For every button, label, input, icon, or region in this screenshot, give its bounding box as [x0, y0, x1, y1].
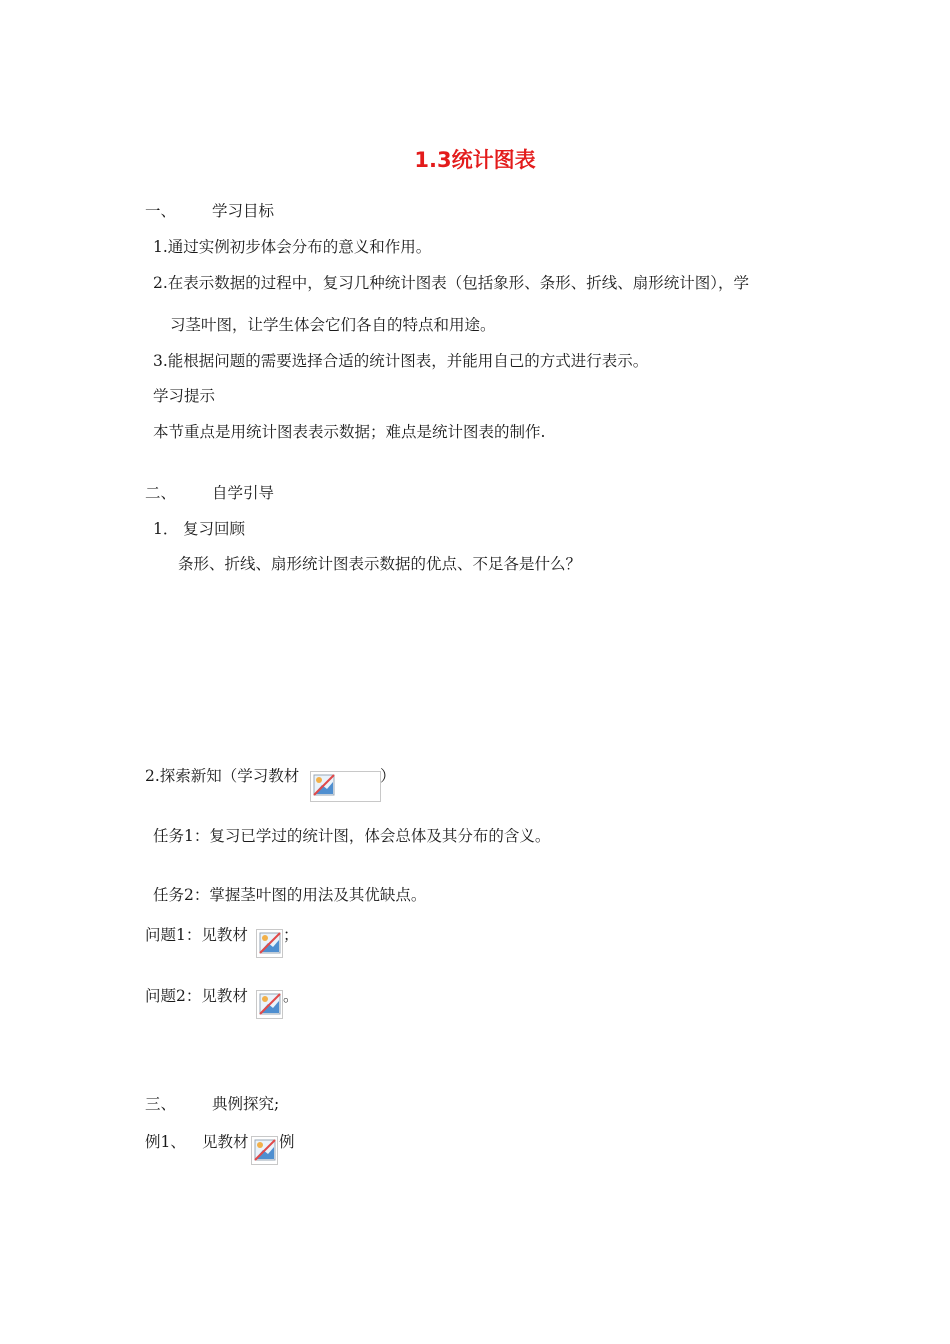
explore-suffix: ） [380, 767, 396, 785]
section1-number: 一、 [145, 202, 177, 220]
section2-heading: 自学引导 [212, 484, 275, 502]
section2-number: 二、 [145, 484, 177, 502]
question-2-suffix: 。 [283, 987, 299, 1005]
question-1-suffix: ； [283, 926, 299, 944]
objective-1: 1.通过实例初步体会分布的意义和作用。 [153, 238, 432, 256]
task-2: 任务2：掌握茎叶图的用法及其优缺点。 [153, 886, 427, 904]
explore-prefix: 2.探索新知（学习教材 [145, 767, 300, 785]
section3-heading: 典例探究; [212, 1095, 280, 1113]
broken-image-icon [259, 932, 281, 954]
broken-image-icon [259, 993, 281, 1015]
example-1-suffix: 例 [279, 1133, 295, 1151]
broken-image-icon [251, 1136, 278, 1165]
task-1: 任务1：复习已学过的统计图，体会总体及其分布的含义。 [153, 827, 551, 845]
tip-text: 本节重点是用统计图表表示数据；难点是统计图表的制作. [153, 423, 546, 441]
example-1-prefix: 见教材 [202, 1133, 249, 1151]
question-1-prefix: 问题1：见教材 [145, 926, 248, 944]
objective-2: 2.在表示数据的过程中，复习几种统计图表（包括象形、条形、折线、扇形统计图），学 [153, 274, 750, 292]
broken-image-icon [310, 771, 381, 802]
broken-image-icon [313, 774, 335, 796]
question-2-prefix: 问题2：见教材 [145, 987, 248, 1005]
review-question: 条形、折线、扇形统计图表示数据的优点、不足各是什么？ [178, 555, 582, 573]
broken-image-icon [256, 929, 283, 958]
section1-heading: 学习目标 [212, 202, 275, 220]
broken-image-icon [254, 1139, 276, 1161]
objective-3: 3.能根据问题的需要选择合适的统计图表，并能用自己的方式进行表示。 [153, 352, 649, 370]
objective-2-cont: 习茎叶图，让学生体会它们各自的特点和用途。 [170, 316, 496, 334]
review-heading: 复习回顾 [183, 520, 246, 538]
tip-heading: 学习提示 [153, 387, 216, 405]
page-title: 1.3统计图表 [414, 148, 536, 172]
example-1-label: 例1、 [145, 1133, 186, 1151]
broken-image-icon [256, 990, 283, 1019]
section3-number: 三、 [145, 1095, 177, 1113]
review-label: 1． [153, 520, 179, 538]
